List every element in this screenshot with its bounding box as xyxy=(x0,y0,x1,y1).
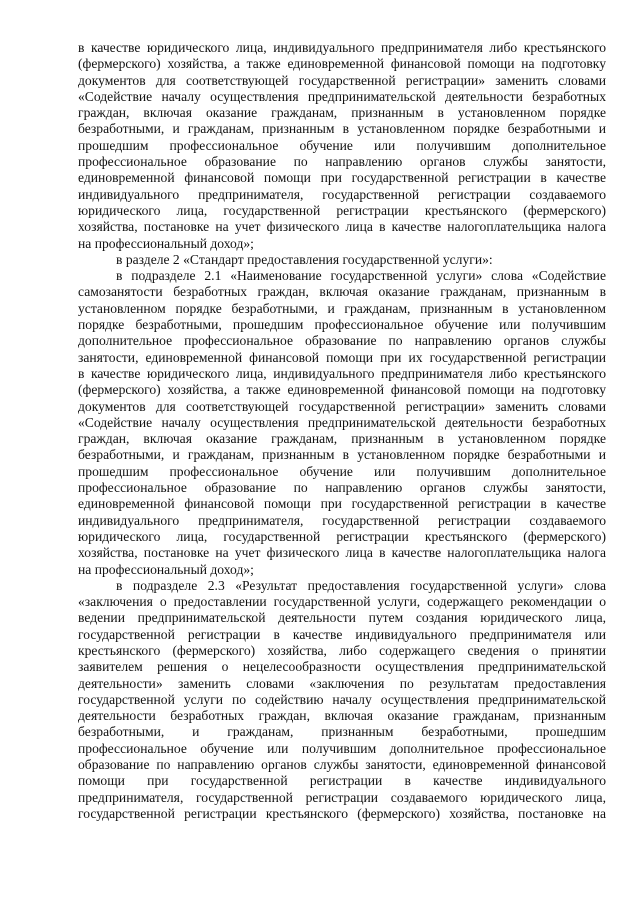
paragraph-section-2-heading xyxy=(78,252,606,268)
text-line: образование по направлению органов службы занятости, единовременной финансовой xyxy=(78,757,606,773)
text-line: самозанятости безработных граждан, включая оказание гражданам, признанным в xyxy=(78,284,606,300)
text-line: безработными, и гражданам, признанным безработными, прошедшим xyxy=(78,724,606,740)
text-line: государственной услуги по содействию началу осуществления предпринимательской xyxy=(78,691,606,707)
text-line: на профессиональный доход»; xyxy=(78,235,254,251)
text-line: индивидуального предпринимателя, государственной регистрации создаваемого xyxy=(78,186,606,202)
document-page xyxy=(78,40,606,822)
text-line: безработными, и гражданам, признанным в установленном порядке безработными и xyxy=(78,447,606,463)
text-line: дополнительное профессиональное образование по направлению органов службы xyxy=(78,333,606,349)
text-line: занятости, единовременной финансовой помощи при их государственной регистрации xyxy=(78,349,606,365)
text-line: индивидуального предпринимателя, государственной регистрации создаваемого xyxy=(78,512,606,528)
text-line: прошедшим профессиональное обучение или получившим дополнительное xyxy=(78,463,606,479)
text-line: крестьянского (фермерского) хозяйства, либо содержащего сведения о принятии xyxy=(78,642,606,658)
text-line: в качестве юридического лица, индивидуального предпринимателя либо крестьянского xyxy=(78,40,606,55)
text-line: (фермерского) хозяйства, а также единовременной финансовой помощи на подготовку xyxy=(78,56,606,72)
text-line: заявителем решения о нецелесообразности осуществления предпринимательской xyxy=(78,659,606,675)
text-line: деятельности» заменить словами «заключения по результатам предоставления xyxy=(78,675,606,691)
text-line: граждан, включая оказание гражданам, признанным в установленном порядке xyxy=(78,105,606,121)
text-line: юридического лица, государственной регистрации крестьянского (фермерского) xyxy=(78,528,606,544)
text-line: ведении предпринимательской деятельности путем создания юридического лица, xyxy=(78,610,606,626)
text-line: юридического лица, государственной регистрации крестьянского (фермерского) xyxy=(78,202,606,218)
text-line: установленном порядке безработными, и гражданам, признанным в установленном xyxy=(78,300,606,316)
text-line: профессиональное образование по направлению органов службы занятости, xyxy=(78,480,606,496)
paragraph-subsection-2-1 xyxy=(78,268,606,578)
text-line: порядке безработными, прошедшим профессиональное обучение или получившим xyxy=(78,317,606,333)
paragraph-subsection-2-3 xyxy=(78,578,606,822)
text-line: в качестве юридического лица, индивидуального предпринимателя либо крестьянского xyxy=(78,365,606,381)
text-line: в разделе 2 «Стандарт предоставления государственной услуги»: xyxy=(116,251,493,267)
text-line: (фермерского) хозяйства, а также единовременной финансовой помощи на подготовку xyxy=(78,382,606,398)
text-line: документов для соответствующей государственной регистрации» заменить словами xyxy=(78,398,606,414)
text-line: хозяйства, постановке на учет физического лица в качестве налогоплательщика налога xyxy=(78,219,606,235)
text-line: деятельности безработных граждан, включая оказание гражданам, признанным xyxy=(78,708,606,724)
text-line: в подразделе 2.1 «Наименование государственной услуги» слова «Содействие xyxy=(116,268,606,284)
text-line: государственной регистрации крестьянского (фермерского) хозяйства, постановке на xyxy=(78,805,606,821)
text-line: предпринимателя, государственной регистрации создаваемого юридического лица, xyxy=(78,789,606,805)
text-line: безработными, и гражданам, признанным в установленном порядке безработными и xyxy=(78,121,606,137)
text-line: прошедшим профессиональное обучение или получившим дополнительное xyxy=(78,137,606,153)
text-line: единовременной финансовой помощи при государственной регистрации в качестве xyxy=(78,170,606,186)
text-line: помощи при государственной регистрации в качестве индивидуального xyxy=(78,773,606,789)
text-line: граждан, включая оказание гражданам, признанным в установленном порядке xyxy=(78,431,606,447)
paragraph-continuation xyxy=(78,40,606,252)
text-line: на профессиональный доход»; xyxy=(78,561,254,577)
text-line: единовременной финансовой помощи при государственной регистрации в качестве xyxy=(78,496,606,512)
text-line: документов для соответствующей государственной регистрации» заменить словами xyxy=(78,72,606,88)
text-line: хозяйства, постановке на учет физического лица в качестве налогоплательщика налога xyxy=(78,545,606,561)
text-line: «Содействие началу осуществления предпринимательской деятельности безработных xyxy=(78,88,606,104)
text-line: государственной регистрации в качестве индивидуального предпринимателя или xyxy=(78,626,606,642)
text-line: профессиональное образование по направлению органов службы занятости, xyxy=(78,154,606,170)
text-line: в подразделе 2.3 «Результат предоставления государственной услуги» слова xyxy=(116,577,606,593)
text-line: «Содействие началу осуществления предпринимательской деятельности безработных xyxy=(78,414,606,430)
text-line: профессиональное обучение или получившим дополнительное профессиональное xyxy=(78,740,606,756)
text-line: «заключения о предоставлении государственной услуги, содержащего рекомендации о xyxy=(78,594,606,610)
